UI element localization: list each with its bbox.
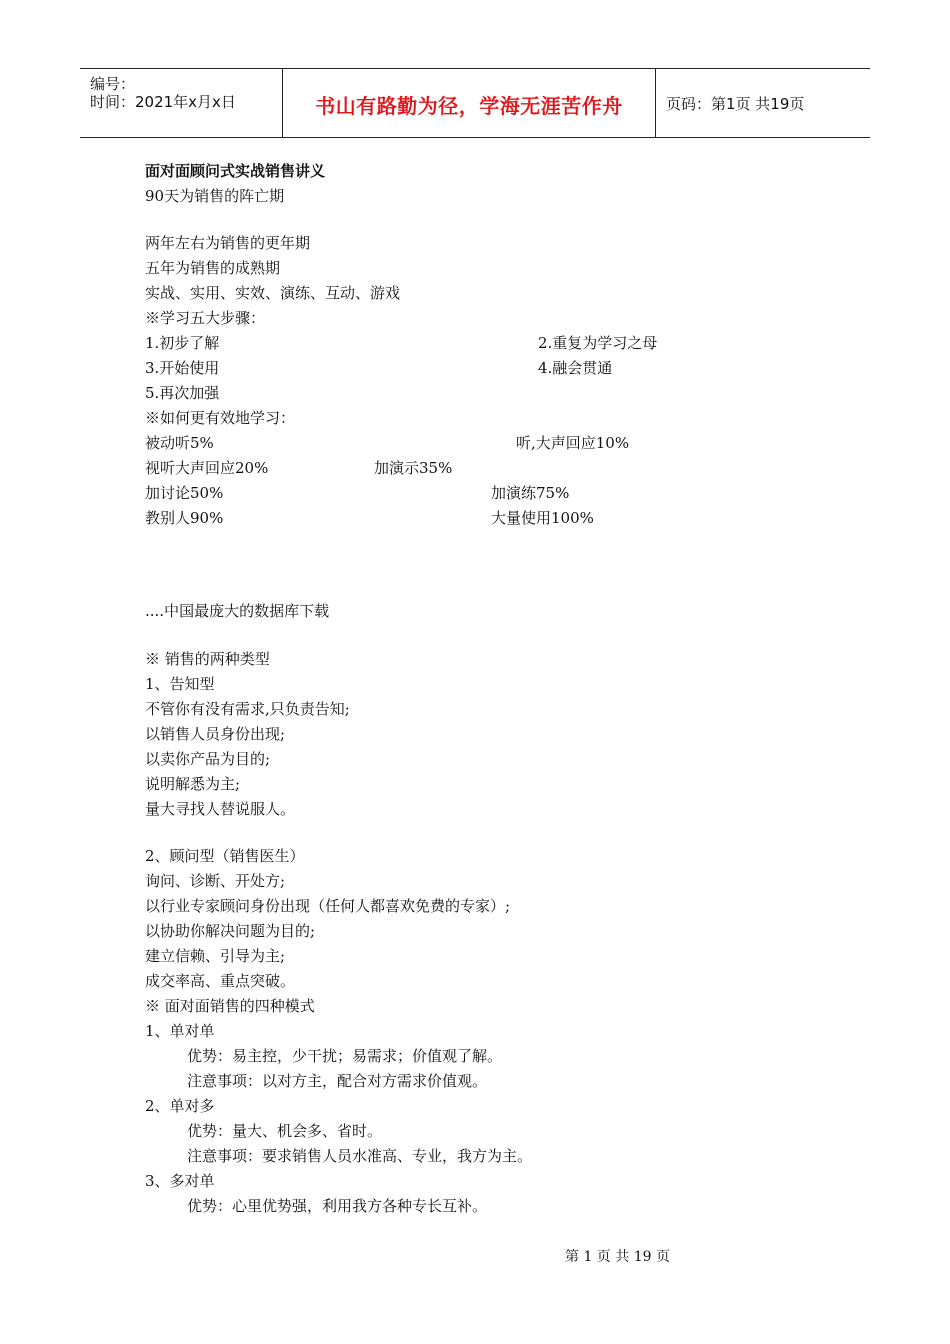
retention-item: 被动听5% bbox=[145, 434, 214, 452]
section-heading: ※ 销售的两种类型 bbox=[145, 650, 270, 668]
list-heading: 2、单对多 bbox=[145, 1097, 215, 1115]
retention-item: 加演练75% bbox=[491, 484, 570, 502]
database-download-text: ....中国最庞大的数据库下载 bbox=[145, 602, 330, 620]
section-heading: ※学习五大步骤： bbox=[145, 309, 266, 327]
retention-item: 听,大声回应10% bbox=[516, 434, 630, 452]
header-motto-cell bbox=[283, 69, 656, 137]
step-item: 2.重复为学习之母 bbox=[538, 334, 658, 352]
text-line: 量大寻找人替说服人。 bbox=[145, 800, 296, 818]
list-heading: 3、多对单 bbox=[145, 1172, 215, 1190]
text-line: 实战、实用、实效、演练、互动、游戏 bbox=[145, 284, 401, 302]
text-line: 不管你有没有需求,只负责告知; bbox=[145, 700, 350, 718]
header-page-cell bbox=[656, 69, 870, 137]
text-line: 建立信赖、引导为主; bbox=[145, 947, 286, 965]
section-heading: ※如何更有效地学习： bbox=[145, 409, 296, 427]
page-footer: 第 1 页 共 19 页 bbox=[565, 1249, 670, 1265]
retention-item: 大量使用100% bbox=[491, 509, 594, 527]
text-line: 以协助你解决问题为目的; bbox=[145, 922, 316, 940]
text-line: 成交率高、重点突破。 bbox=[145, 972, 296, 990]
text-line: 五年为销售的成熟期 bbox=[145, 259, 281, 277]
text-line: 90天为销售的阵亡期 bbox=[145, 187, 285, 205]
step-item: 3.开始使用 bbox=[145, 359, 220, 377]
section-heading: ※ 面对面销售的四种模式 bbox=[145, 997, 315, 1015]
retention-item: 教别人90% bbox=[145, 509, 224, 527]
document-header bbox=[80, 68, 870, 138]
step-item: 4.融会贯通 bbox=[538, 359, 613, 377]
text-line: 以卖你产品为目的; bbox=[145, 750, 271, 768]
header-left-cell bbox=[80, 69, 283, 137]
text-line: 询问、诊断、开处方; bbox=[145, 872, 286, 890]
list-heading: 2、顾问型（销售医生） bbox=[145, 847, 305, 865]
text-line: 注意事项：以对方主，配合对方需求价值观。 bbox=[187, 1072, 488, 1090]
text-line: 优势：心里优势强，利用我方各种专长互补。 bbox=[187, 1197, 488, 1215]
step-item: 1.初步了解 bbox=[145, 334, 220, 352]
date-label: 时间：2021年x月x日 bbox=[90, 93, 236, 111]
retention-item: 视听大声回应20% bbox=[145, 459, 269, 477]
text-line: 注意事项：要求销售人员水准高、专业，我方为主。 bbox=[187, 1147, 533, 1165]
list-heading: 1、单对单 bbox=[145, 1022, 215, 1040]
header-page-info: 页码：第1页 共19页 bbox=[666, 95, 805, 113]
retention-item: 加演示35% bbox=[374, 459, 453, 477]
text-line: 两年左右为销售的更年期 bbox=[145, 234, 311, 252]
header-motto: 书山有路勤为径，学海无涯苦作舟 bbox=[315, 94, 623, 118]
text-line: 优势：易主控，少干扰；易需求；价值观了解。 bbox=[187, 1047, 503, 1065]
list-heading: 1、告知型 bbox=[145, 675, 215, 693]
text-line: 以行业专家顾问身份出现（任何人都喜欢免费的专家）; bbox=[145, 897, 511, 915]
retention-item: 加讨论50% bbox=[145, 484, 224, 502]
text-line: 优势：量大、机会多、省时。 bbox=[187, 1122, 383, 1140]
text-line: 说明解悉为主; bbox=[145, 775, 241, 793]
document-title: 面对面顾问式实战销售讲义 bbox=[145, 162, 326, 180]
serial-number-label: 编号： bbox=[90, 75, 136, 93]
step-item: 5.再次加强 bbox=[145, 384, 220, 402]
text-line: 以销售人员身份出现; bbox=[145, 725, 286, 743]
